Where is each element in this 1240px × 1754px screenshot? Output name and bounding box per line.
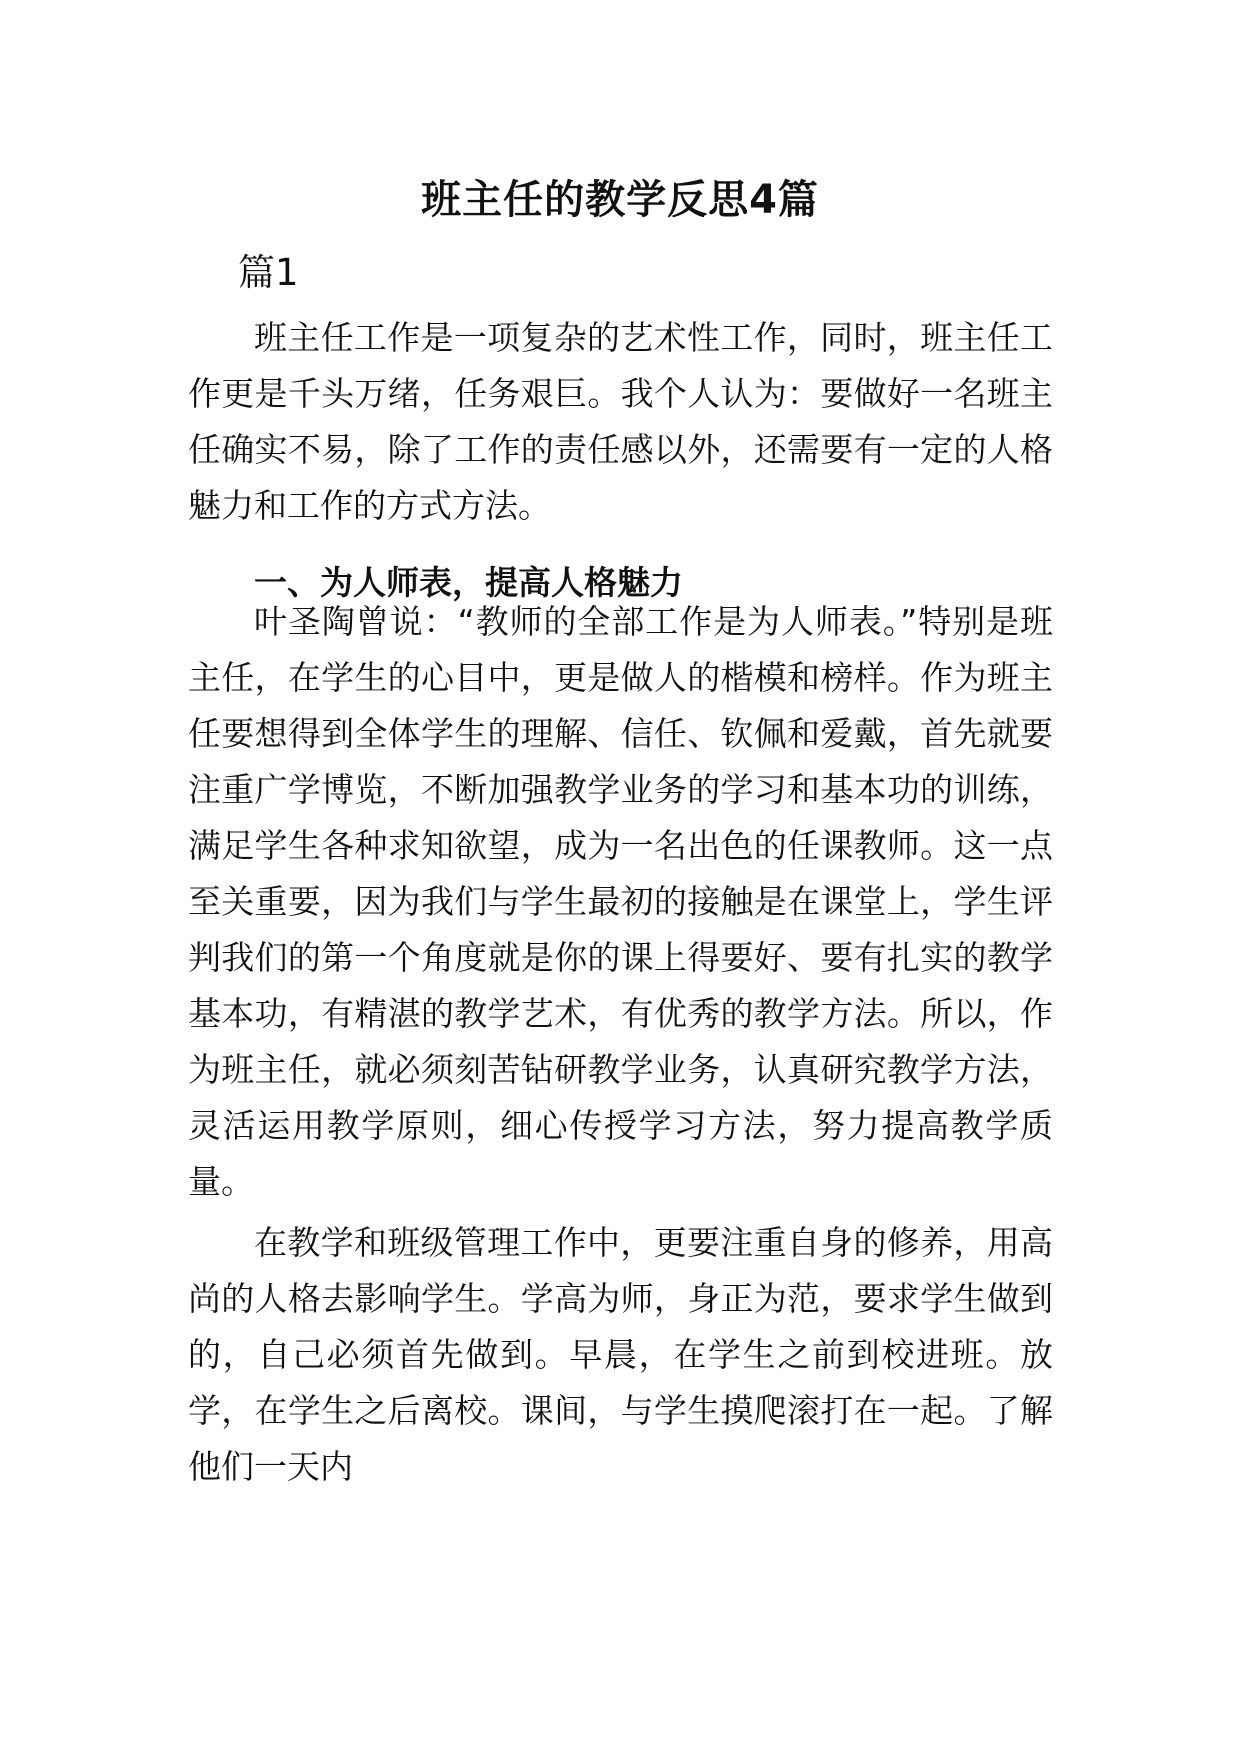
document-title: 班主任的教学反思4篇: [421, 177, 819, 223]
paragraph-role-model: 叶圣陶曾说：“教师的全部工作是为人师表。”特别是班主任，在学生的心目中，更是做人的楷模和榜样。作为班主任要想得到全体学生的理解、信任、钦佩和爱戴，首先就要注重广学博览，不断加强教学业务的学习和基本功的训练，满足学生各种求知欲望，成为一名出色的任课教师。这一点至关重要，因为我们与学生最初的接触是在课堂上，学生评判我们的第一个角度就是你的课上得要好、要有扎实的教学基本功，有精湛的教学艺术，有优秀的教学方法。所以，作为班主任，就必须刻苦钻研教学业务，认真研究教学方法，灵活运用教学原则，细心传授学习方法，努力提高教学质量。: [188, 602, 1053, 1201]
paragraph-self-cultivation: 在教学和班级管理工作中，更要注重自身的修养，用高尚的人格去影响学生。学高为师，身正为范，要求学生做到的，自己必须首先做到。早晨，在学生之前到校进班。放学，在学生之后离校。课间，与学生摸爬滚打在一起。了解他们一天内: [188, 1223, 1053, 1486]
paragraph-intro: 班主任工作是一项复杂的艺术性工作，同时，班主任工作更是千头万绪，任务艰巨。我个人认为：要做好一名班主任确实不易，除了工作的责任感以外，还需要有一定的人格魅力和工作的方式方法。: [188, 318, 1053, 525]
section-heading: 一、为人师表，提高人格魅力: [254, 563, 683, 602]
article-label: 篇1: [238, 251, 299, 294]
